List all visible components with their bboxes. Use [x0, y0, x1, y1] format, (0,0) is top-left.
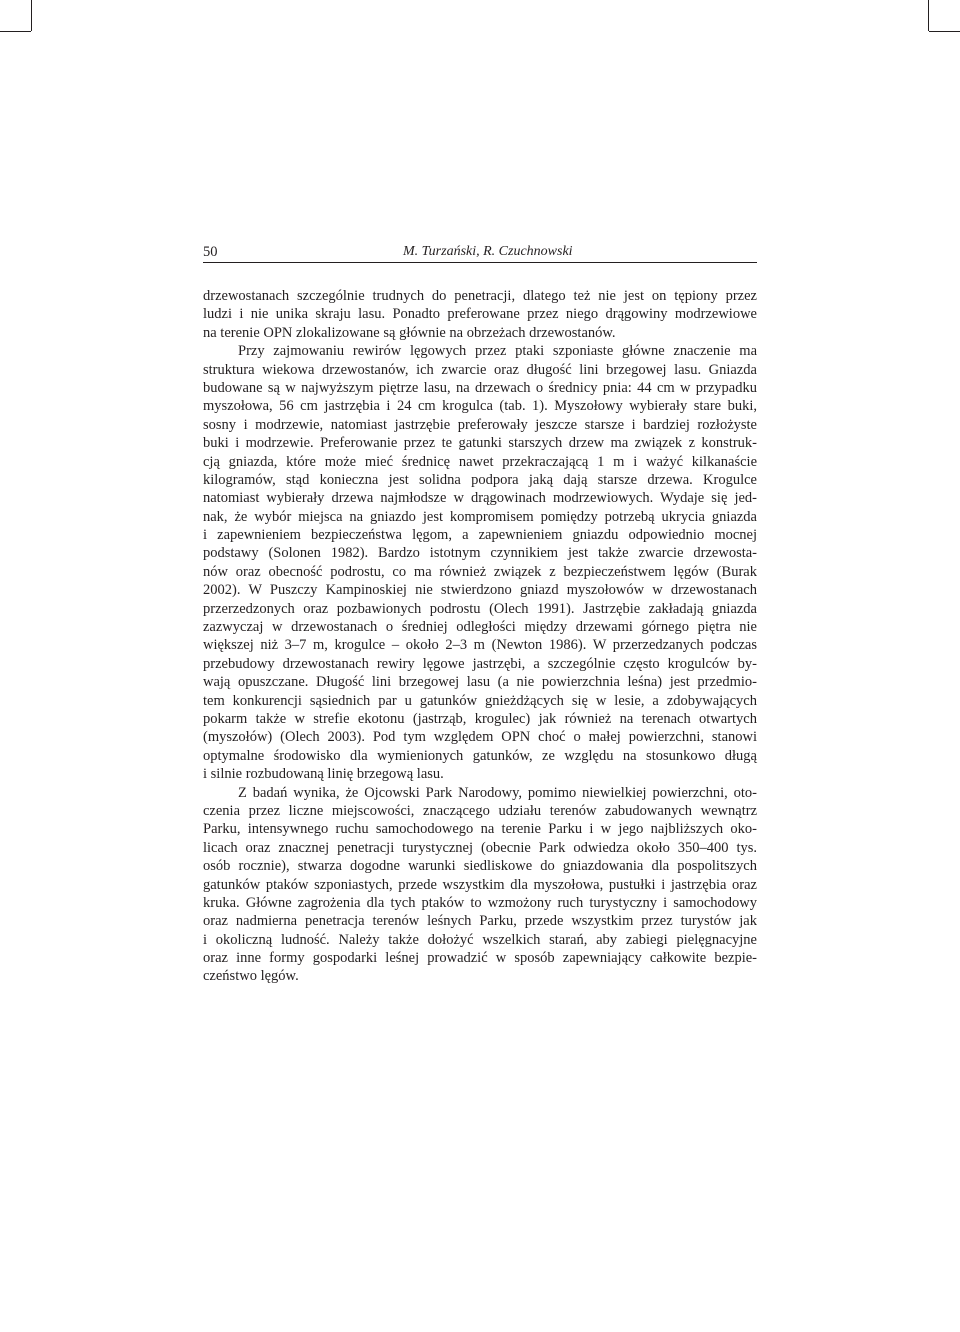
text-line: i okoliczną ludność. Należy także dołożyć wszelkich starań, aby zabiegi pielęgnacyjne [203, 931, 757, 948]
text-line: osób rocznie), stwarza dogodne warunki siedliskowe do gniazdowania dla pospolitszych [203, 858, 757, 875]
text-line: 2002). W Puszczy Kampinoskiej nie stwierdzono gniazd myszołowów w drzewostanach [203, 582, 757, 599]
page-header [203, 242, 757, 263]
text-line: przerzedzonych oraz pozbawionych podrostu (Olech 1991). Jastrzębie zakładają gniazda [203, 600, 757, 617]
text-line: zazwyczaj w drzewostanach o średniej odległości między drzewami górnego piętra nie [203, 619, 757, 636]
text-line: oraz inne formy gospodarki leśnej prowadzić w sposób zapewniający całkowite bezpie- [203, 950, 757, 967]
text-line: i zapewnieniem bezpieczeństwa lęgom, a zapewnieniem gniazdu odpowiednio mocnej [203, 527, 757, 544]
text-line: pokarm także w strefie ekotonu (jastrząb, krogulec) jak również na terenach otwartych [203, 710, 757, 727]
text-line: Z badań wynika, że Ojcowski Park Narodowy, pomimo niewielkiej powierzchni, oto- [238, 784, 757, 801]
text-line: sosny i modrzewie, natomiast jastrzębie preferowały jeszcze starsze i bardziej rozłożyste [203, 416, 757, 433]
text-line: drzewostanach szczególnie trudnych do penetracji, dlatego też nie jest on tępiony przez [203, 288, 757, 304]
page-number: 50 [203, 244, 218, 260]
text-line: licach oraz znacznej penetracji turystycznej (obecnie Park odwiedza około 350–400 tys. [203, 839, 757, 856]
text-line: kilogramów, stąd konieczna jest solidna podpora jaką dają starsze drzewa. Krogulce [203, 471, 757, 488]
text-line: oraz nadmierna penetracja terenów leśnych Parku, przede wszystkim przez turystów jak [203, 913, 757, 930]
text-line: cją gniazda, które może mieć średnicę nawet przekraczającą 1 m i ważyć kilkanaście [203, 453, 757, 470]
crop-mark-top-left-horizontal [0, 31, 31, 32]
text-line: Parku, intensywnego ruchu samochodowego na terenie Parku i w jego najbliższych oko- [203, 821, 757, 838]
text-line: kruka. Główne zagrożenia dla tych ptaków to wzmożony ruch turystyczny i samochodowy [203, 894, 757, 911]
text-line: podstawy (Solonen 1982). Bardzo istotnym czynnikiem jest także zwarcie drzewosta- [203, 545, 757, 562]
text-line: (myszołów) (Olech 2003). Pod tym względem OPN choć o małej powierzchni, stanowi [203, 729, 757, 746]
text-line: większej niż 3–7 m, krogulce – około 2–3 m (Newton 1986). W przerzedzanych podczas [203, 637, 757, 654]
text-line: optymalne środowisko dla wymienionych gatunków, ze względu na stosunkowo długą [203, 747, 757, 764]
text-line: na terenie OPN zlokalizowane są głównie na obrzeżach drzewostanów. [203, 324, 616, 341]
running-head-authors: M. Turzański, R. Czuchnowski [403, 244, 573, 259]
crop-mark-top-left-vertical [31, 0, 32, 31]
text-line: gatunków ptaków szponiastych, przede wszystkim dla myszołowa, pustułki i jastrzębia oraz [203, 876, 757, 893]
text-line: myszołowa, 56 cm jastrzębia i 24 cm krogulca (tab. 1). Myszołowy wybierały stare buki, [203, 398, 757, 415]
text-line: czeństwo lęgów. [203, 968, 299, 985]
text-line: struktura wiekowa drzewostanów, ich zwarcie oraz długość lini brzegowej lasu. Gniazda [203, 361, 757, 378]
crop-mark-top-right-vertical [928, 0, 929, 31]
text-line: budowane są w najwyższym piętrze lasu, na drzewach o średnicy pnia: 44 cm w przypadku [203, 379, 757, 396]
text-line: buki i modrzewie. Preferowanie przez te gatunki starszych drzew ma związek z konstruk- [203, 435, 757, 452]
text-line: natomiast wybierały drzewa najmłodsze w drągowinach modrzewiowych. Wydaje się jed- [203, 490, 757, 507]
text-line: ludzi i nie unika skraju lasu. Ponadto preferowane przez niego drągowiny modrzewiowe [203, 306, 757, 323]
text-line: wają opuszczane. Długość lini brzegowej lasu (a nie powierzchnia leśna) jest przedmio- [203, 674, 757, 691]
text-line: czenia przez liczne miejscowości, znaczącego udziału terenów zabudowanych wewnątrz [203, 802, 757, 819]
text-line: tem konkurencji sąsiednich par u gatunków gnieżdżących się w lesie, a zdobywających [203, 692, 757, 709]
text-line: nów oraz obecność podrostu, co ma również związek z bezpieczeństwem lęgów (Burak [203, 563, 757, 580]
text-line: nak, że wybór miejsca na gniazdo jest kompromisem pomiędzy potrzebą ukrycia gniazda [203, 508, 757, 525]
crop-mark-top-right-horizontal [929, 31, 960, 32]
text-line: przebudowy drzewostanach rewiry lęgowe jastrzębi, a szczególnie często krogulców by- [203, 655, 757, 672]
body-text [203, 287, 757, 986]
text-line: Przy zajmowaniu rewirów lęgowych przez ptaki szponiaste główne znaczenie ma [238, 343, 757, 360]
text-line: i silnie rozbudowaną linię brzegową lasu. [203, 766, 444, 783]
